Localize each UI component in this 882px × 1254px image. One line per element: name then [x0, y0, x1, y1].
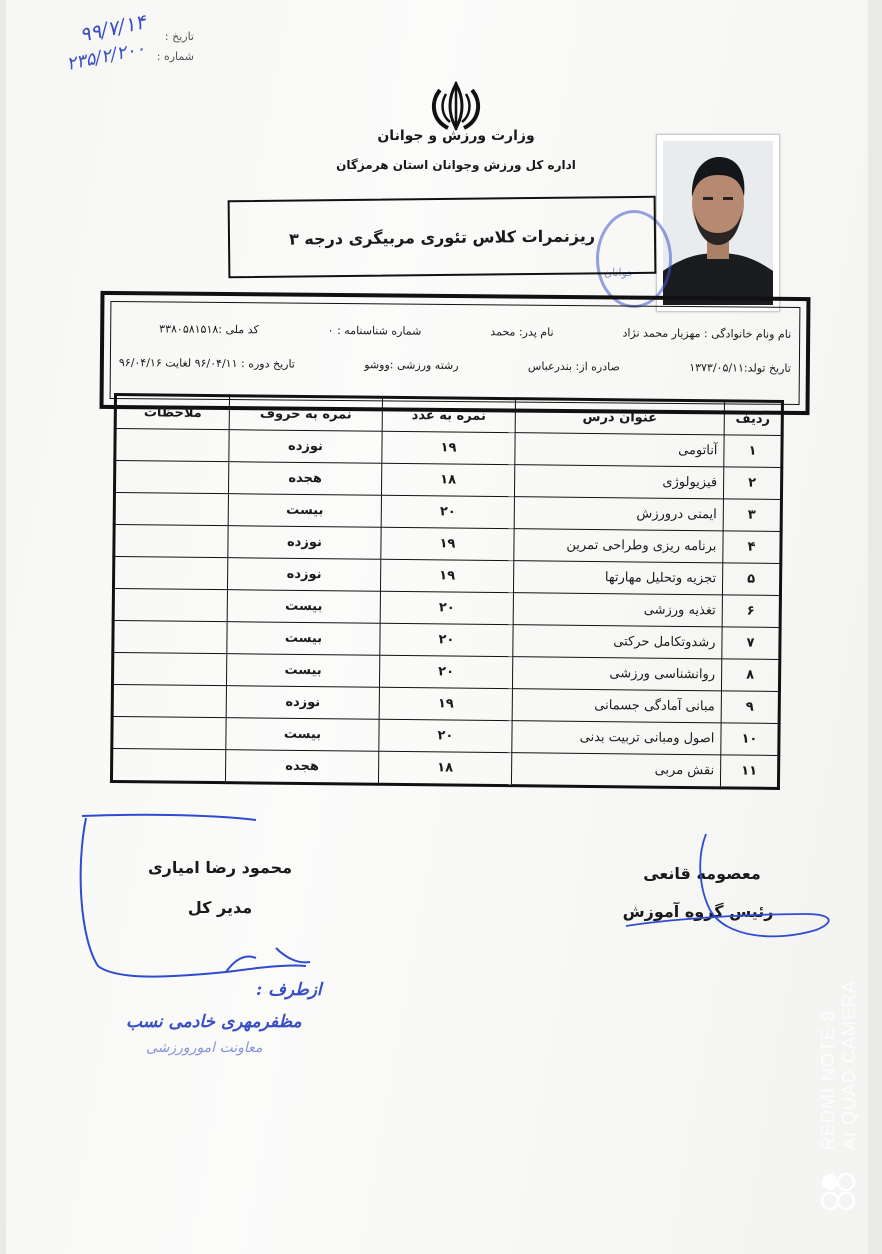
stamp-text: جوانان	[604, 266, 635, 279]
grade-number-cell: ۱۹	[379, 687, 512, 720]
notes-cell	[112, 684, 226, 717]
header-row-number: ردیف	[724, 401, 782, 436]
grade-number-cell: ۲۰	[380, 591, 513, 624]
grade-words-cell: بیست	[228, 494, 381, 528]
camera-watermark	[818, 980, 860, 1150]
row-number-cell: ۷	[722, 627, 780, 660]
id-number: شماره شناسنامه : ۰	[327, 323, 422, 338]
notes-cell	[114, 524, 228, 557]
document-title: ریزنمرات کلاس تئوری مربیگری درجه ۳	[228, 196, 657, 278]
iran-emblem-icon	[426, 80, 486, 132]
row-number-cell: ۴	[723, 531, 781, 564]
grade-words-cell: بیست	[226, 718, 379, 752]
subject-cell: ایمنی درورزش	[514, 497, 723, 531]
header-notes: ملاحظات	[115, 394, 229, 429]
grades-table-body	[111, 428, 782, 788]
handwritten-signature-left	[76, 808, 336, 988]
subject-cell: تغذیه ورزشی	[513, 593, 722, 627]
subject-cell: نقش مربی	[511, 753, 720, 788]
info-row-2	[119, 356, 791, 375]
date-label: تاریخ :	[164, 30, 194, 43]
on-behalf-title: معاونت امورورزشی	[146, 1040, 263, 1056]
camera-brand-icon	[818, 1170, 858, 1214]
subject-cell: اصول ومبانی تربیت بدنی	[512, 721, 721, 755]
handwritten-signature-right	[606, 830, 836, 960]
subject-cell: مبانی آمادگی جسمانی	[512, 689, 721, 723]
grades-table	[110, 393, 784, 790]
header-grade-number: نمره به عدد	[382, 397, 515, 432]
grade-words-cell: بیست	[227, 590, 380, 624]
row-number-cell: ۶	[722, 595, 780, 628]
grade-number-cell: ۱۸	[381, 463, 514, 496]
grade-words-cell: نوزده	[228, 526, 381, 560]
student-name: نام ونام خانوادگی : مهزیار محمد نژاد	[622, 326, 792, 341]
header-grade-words: نمره به حروف	[229, 396, 382, 432]
birth-date: تاریخ تولد:۱۳۷۳/۰۵/۱۱	[689, 361, 791, 375]
office-name: اداره کل ورزش وجوانان استان هرمزگان	[336, 158, 576, 172]
row-number-cell: ۱۱	[720, 755, 778, 789]
notes-cell	[113, 620, 227, 653]
subject-cell: روانشناسی ورزشی	[512, 657, 721, 691]
grade-number-cell: ۲۰	[379, 719, 512, 752]
grade-words-cell: بیست	[226, 654, 379, 688]
director-name: محمود رضا امیاری	[147, 858, 293, 877]
id-photo-frame	[656, 134, 780, 312]
grade-words-cell: نوزده	[227, 558, 380, 592]
on-behalf-name: مظفرمهری خادمی نسب	[126, 1012, 302, 1032]
row-number-cell: ۲	[723, 467, 781, 500]
table-row	[111, 748, 778, 788]
education-head-title: رئیس گروه آموزش	[622, 902, 774, 921]
grade-words-cell: هجده	[225, 750, 378, 785]
date-number-block	[42, 9, 194, 76]
id-photo	[663, 141, 773, 305]
watermark-line-1: REDMI NOTE 8	[818, 1009, 838, 1150]
grade-words-cell: نوزده	[226, 686, 379, 720]
grade-number-cell: ۲۰	[379, 655, 512, 688]
row-number-cell: ۸	[721, 659, 779, 692]
notes-cell	[114, 460, 228, 493]
row-number-cell: ۳	[723, 499, 781, 532]
subject-cell: فیزیولوژی	[514, 465, 723, 499]
notes-cell	[111, 748, 225, 782]
director-title: مدیر کل	[187, 898, 253, 917]
portrait-image	[663, 141, 773, 305]
grade-words-cell: بیست	[227, 622, 380, 656]
course-dates: تاریخ دوره : ۹۶/۰۴/۱۱ لغایت ۹۶/۰۴/۱۶	[118, 356, 295, 371]
watermark-line-2: AI QUAD CAMERA	[839, 979, 859, 1150]
grade-words-cell: هجده	[228, 462, 381, 496]
education-head-name: معصومه قانعی	[643, 864, 761, 883]
notes-cell	[113, 556, 227, 589]
grade-number-cell: ۲۰	[381, 495, 514, 528]
handwritten-number: ۲۳۵/۲/۲۰۰	[64, 37, 148, 76]
info-row-1	[119, 322, 791, 341]
sport-field: رشته ورزشی :ووشو	[364, 358, 459, 373]
row-number-cell: ۵	[722, 563, 780, 596]
grade-number-cell: ۱۹	[381, 527, 514, 560]
subject-cell: رشدوتکامل حرکتی	[513, 625, 722, 659]
subject-cell: تجزیه وتحلیل مهارتها	[513, 561, 722, 595]
grade-words-cell: نوزده	[229, 430, 382, 464]
grade-number-cell: ۱۹	[380, 559, 513, 592]
notes-cell	[112, 716, 226, 749]
notes-cell	[115, 428, 229, 461]
grade-number-cell: ۱۸	[378, 751, 511, 785]
number-label: شماره :	[156, 50, 194, 63]
on-behalf-label: ازطرف :	[256, 980, 322, 1000]
subject-cell: برنامه ریزی وطراحی تمرین	[514, 529, 723, 563]
notes-cell	[114, 492, 228, 525]
father-name: نام پدر: محمد	[490, 325, 554, 339]
ministry-name: وزارت ورزش و جوانان	[377, 128, 535, 144]
row-number-cell: ۱	[724, 435, 782, 468]
handwritten-date: ۹۹/۷/۱۴	[77, 9, 148, 47]
document-page	[6, 0, 868, 1254]
notes-cell	[112, 652, 226, 685]
issued-from: صادره از: بندرعباس	[527, 359, 620, 374]
national-code: کد ملی :۳۳۸۰۵۸۱۵۱۸	[159, 322, 259, 337]
notes-cell	[113, 588, 227, 621]
subject-cell: آناتومی	[515, 433, 724, 467]
header-subject: عنوان درس	[515, 399, 724, 435]
row-number-cell: ۱۰	[721, 723, 779, 756]
row-number-cell: ۹	[721, 691, 779, 724]
grade-number-cell: ۱۹	[382, 431, 515, 464]
grade-number-cell: ۲۰	[380, 623, 513, 656]
